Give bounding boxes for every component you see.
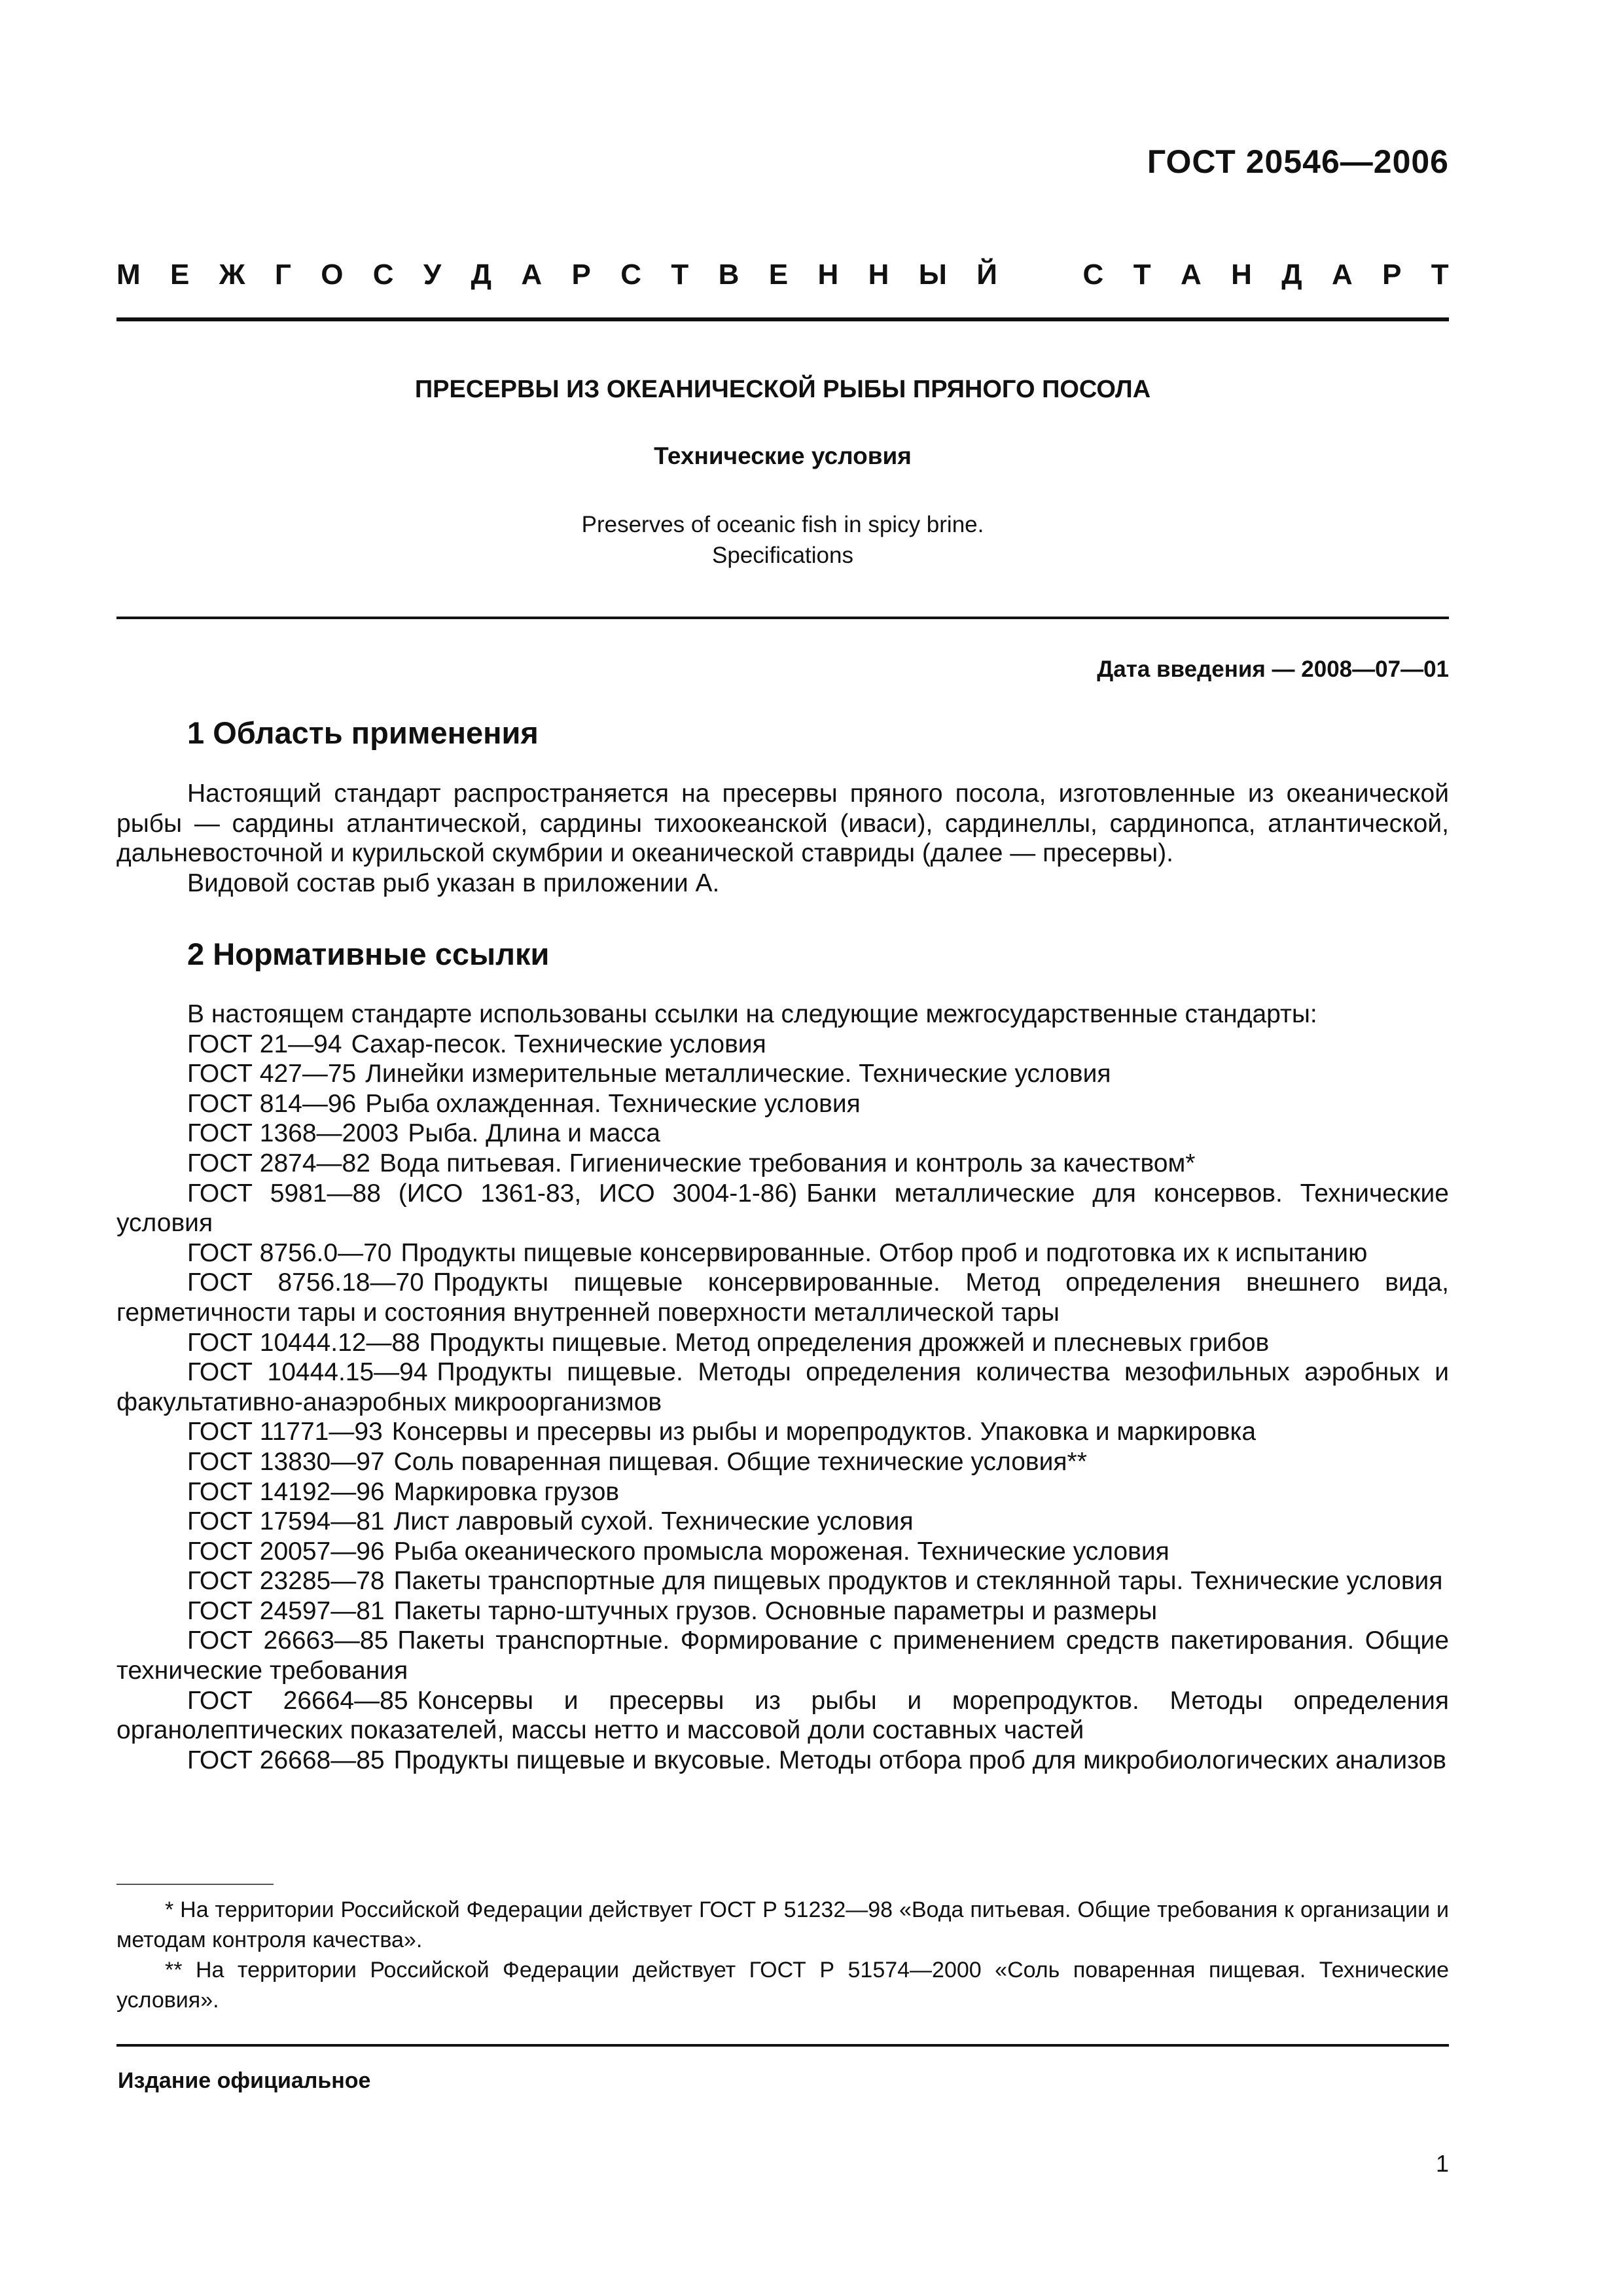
reference-code: ГОСТ 5981—88 (ИСО 1361-83, ИСО 3004-1-86): [187, 1179, 798, 1208]
reference-list: [116, 1030, 1449, 1776]
reference-title: Пакеты транспортные для пищевых продуктов и стеклянной тары. Технические условия: [393, 1567, 1443, 1596]
banner-letter: Н: [1231, 259, 1252, 291]
reference-item: [116, 1566, 1449, 1596]
banner-letter: Т: [1431, 259, 1449, 291]
banner-letter: Р: [571, 259, 591, 291]
banner-letter: Н: [868, 259, 889, 291]
reference-item: [116, 1119, 1449, 1149]
reference-item: [116, 1357, 1449, 1417]
footnote: * На территории Российской Федерации действует ГОСТ Р 51232—98 «Вода питьевая. Общие требования к организации и методам контроля качества».: [116, 1897, 1449, 1952]
section-2-body: [116, 999, 1449, 1775]
official-edition-label: Издание официальное: [118, 2068, 371, 2093]
banner-letter: Й: [976, 259, 997, 291]
reference-title: Маркировка грузов: [393, 1477, 620, 1506]
reference-item: [116, 1179, 1449, 1238]
reference-title: Банки металлические для консервов. Технические условия: [116, 1179, 1449, 1238]
reference-item: [116, 1746, 1449, 1776]
reference-code: ГОСТ 23285—78: [187, 1567, 385, 1596]
banner-letter: А: [1180, 259, 1202, 291]
banner-letter: Р: [1382, 259, 1402, 291]
reference-title: Пакеты тарно-штучных грузов. Основные параметры и размеры: [393, 1596, 1158, 1625]
english-title-line: Specifications: [712, 543, 853, 568]
reference-code: ГОСТ 8756.18—70: [187, 1268, 424, 1297]
banner-letter: М: [116, 259, 141, 291]
reference-item: [116, 1686, 1449, 1746]
reference-title: Продукты пищевые консервированные. Метод определения внешнего вида, герметичности тары и состояния внутренней поверхности металлической тары: [116, 1268, 1449, 1327]
reference-title: Продукты пищевые и вкусовые. Методы отбора проб для микробиологических анализов: [393, 1746, 1446, 1774]
reference-item: [116, 1238, 1449, 1268]
reference-code: ГОСТ 14192—96: [187, 1477, 385, 1506]
banner-letter: С: [620, 259, 642, 291]
reference-title: Продукты пищевые консервированные. Отбор проб и подготовка их к испытанию: [401, 1238, 1368, 1267]
document-title: ПРЕСЕРВЫ ИЗ ОКЕАНИЧЕСКОЙ РЫБЫ ПРЯНОГО ПОСОЛА: [414, 376, 1151, 403]
reference-title: Лист лавровый сухой. Технические условия: [393, 1507, 914, 1536]
banner-letter: Ж: [219, 259, 245, 291]
footnote-divider: [116, 1884, 274, 1885]
paragraph: Видовой состав рыб указан в приложении А.: [187, 869, 720, 897]
footer-divider: [116, 2044, 1449, 2047]
banner-letter: Т: [671, 259, 689, 291]
reference-code: ГОСТ 17594—81: [187, 1507, 385, 1536]
reference-code: ГОСТ 20057—96: [187, 1537, 385, 1566]
banner-letter: Н: [817, 259, 839, 291]
reference-code: ГОСТ 2874—82: [187, 1149, 370, 1177]
reference-code: ГОСТ 8756.0—70: [187, 1238, 392, 1267]
banner-letter: Д: [471, 259, 492, 291]
reference-item: [116, 1089, 1449, 1119]
reference-item: [116, 1059, 1449, 1089]
reference-code: ГОСТ 13830—97: [187, 1447, 385, 1476]
reference-title: Линейки измерительные металлические. Технические условия: [365, 1060, 1111, 1088]
reference-title: Консервы и пресервы из рыбы и морепродуктов. Упаковка и маркировка: [391, 1418, 1257, 1446]
banner-word-gap: [1027, 259, 1053, 291]
reference-title: Рыба охлажденная. Технические условия: [365, 1089, 861, 1118]
section-2-heading: 2 Нормативные ссылки: [187, 937, 550, 971]
reference-title: Рыба. Длина и масса: [408, 1119, 660, 1148]
reference-code: ГОСТ 21—94: [187, 1030, 342, 1058]
banner-letter: С: [1082, 259, 1104, 291]
reference-item: [116, 1537, 1449, 1567]
banner-letter: Г: [274, 259, 291, 291]
footnote: ** На территории Российской Федерации действует ГОСТ Р 51574—2000 «Соль поваренная пищевая. Технические условия».: [116, 1958, 1449, 2013]
reference-item: [116, 1507, 1449, 1537]
reference-item: [116, 1149, 1449, 1179]
standard-type-banner: [116, 259, 1449, 291]
reference-item: [116, 1268, 1449, 1327]
reference-code: ГОСТ 10444.12—88: [187, 1328, 420, 1357]
reference-title: Рыба океанического промысла мороженая. Технические условия: [393, 1537, 1169, 1566]
reference-code: ГОСТ 26663—85: [187, 1626, 389, 1655]
header-divider: [116, 317, 1449, 321]
section-1-heading: 1 Область применения: [187, 715, 539, 750]
reference-item: [116, 1417, 1449, 1447]
banner-letter: Е: [768, 259, 789, 291]
banner-letter: В: [718, 259, 740, 291]
banner-letter: С: [372, 259, 394, 291]
reference-code: ГОСТ 814—96: [187, 1089, 357, 1118]
reference-code: ГОСТ 1368—2003: [187, 1119, 399, 1148]
reference-code: ГОСТ 26664—85: [187, 1686, 408, 1715]
reference-code: ГОСТ 24597—81: [187, 1596, 385, 1625]
reference-title: Сахар-песок. Технические условия: [351, 1030, 766, 1058]
reference-code: ГОСТ 10444.15—94: [187, 1358, 428, 1387]
reference-item: [116, 1626, 1449, 1685]
reference-item: [116, 1328, 1449, 1358]
banner-letter: А: [1331, 259, 1353, 291]
reference-item: [116, 1596, 1449, 1626]
document-number: ГОСТ 20546—2006: [1147, 143, 1449, 180]
reference-title: Пакеты транспортные. Формирование с применением средств пакетирования. Общие технические требования: [116, 1626, 1450, 1685]
banner-letter: Т: [1133, 259, 1151, 291]
document-subtitle: Технические условия: [654, 442, 912, 469]
english-title-line: Preserves of oceanic fish in spicy brine.: [581, 512, 984, 537]
reference-code: ГОСТ 26668—85: [187, 1746, 385, 1774]
reference-title: Соль поваренная пищевая. Общие технические условия**: [393, 1447, 1087, 1476]
banner-letter: Ы: [918, 259, 947, 291]
reference-code: ГОСТ 427—75: [187, 1060, 357, 1088]
banner-letter: У: [423, 259, 442, 291]
reference-item: [116, 1477, 1449, 1507]
banner-letter: Д: [1281, 259, 1302, 291]
reference-title: Продукты пищевые. Метод определения дрожжей и плесневых грибов: [429, 1328, 1270, 1357]
reference-item: [116, 1030, 1449, 1060]
title-divider: [116, 617, 1449, 619]
page-number: 1: [1435, 2150, 1449, 2177]
banner-letter: О: [321, 259, 344, 291]
english-title: [116, 509, 1449, 571]
reference-item: [116, 1447, 1449, 1477]
reference-title: Вода питьевая. Гигиенические требования и контроль за качеством*: [379, 1149, 1196, 1177]
section-1-body: [116, 779, 1449, 898]
banner-letter: Е: [170, 259, 190, 291]
footnotes: [116, 1895, 1449, 2015]
paragraph: Настоящий стандарт распространяется на пресервы пряного посола, изготовленные из океанической рыбы — сардины атлантической, сардины тихоокеанской (иваси), сардинеллы, сардинопса, атлантической, дальневосточной и курильской скумбрии и океанической ставриды (далее — пресервы).: [116, 780, 1449, 868]
reference-title: Консервы и пресервы из рыбы и морепродуктов. Методы определения органолептических показателей, массы нетто и массовой доли составных частей: [116, 1686, 1449, 1745]
reference-title: Продукты пищевые. Методы определения количества мезофильных аэробных и факультативно-анаэробных микроорганизмов: [116, 1358, 1449, 1416]
banner-letter: А: [521, 259, 543, 291]
reference-code: ГОСТ 11771—93: [187, 1418, 383, 1446]
introduction-date: Дата введения — 2008—07—01: [1097, 656, 1449, 682]
paragraph: В настоящем стандарте использованы ссылки на следующие межгосударственные стандарты:: [187, 1000, 1317, 1028]
